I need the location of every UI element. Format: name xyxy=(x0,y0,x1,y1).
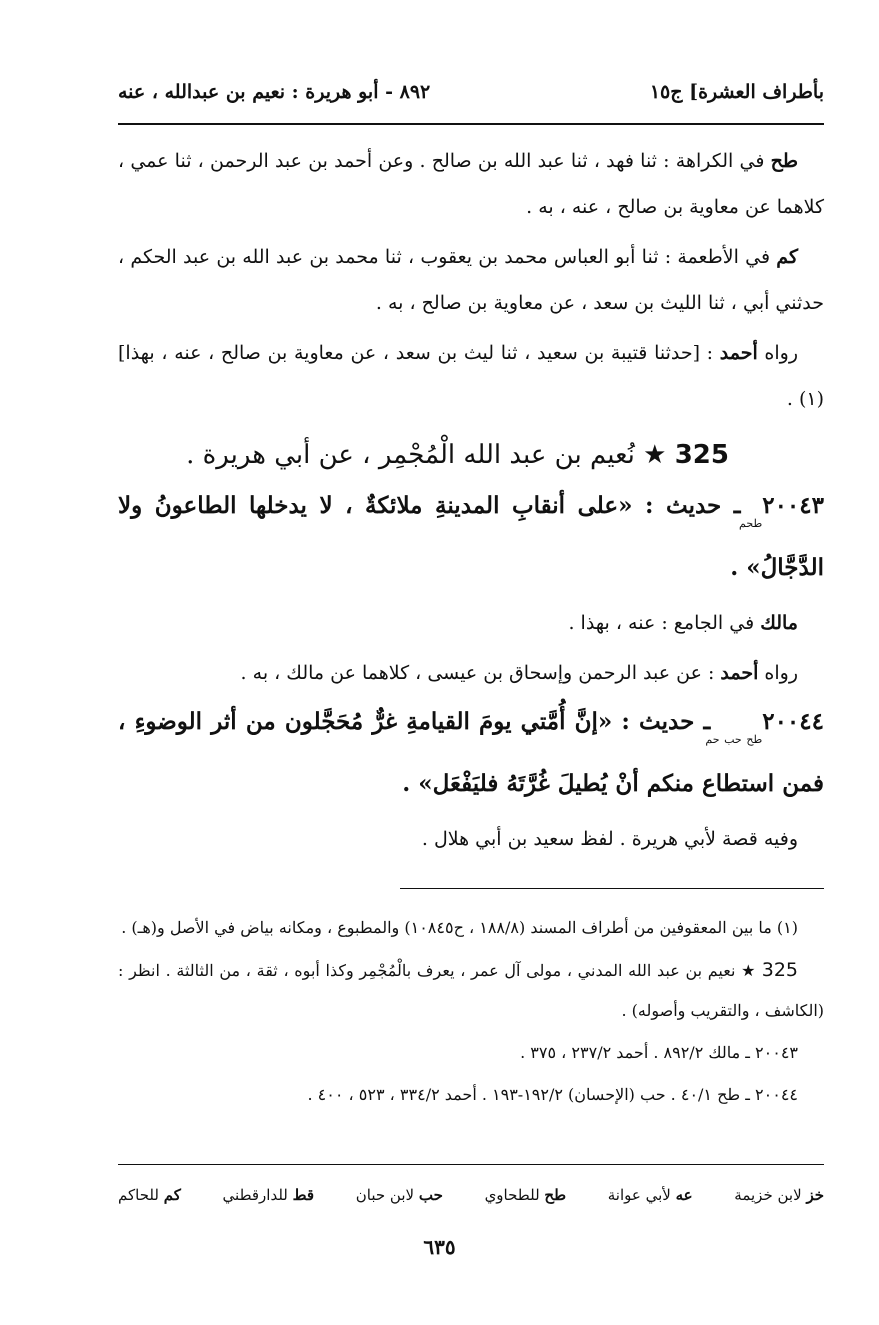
hadith-20044 xyxy=(118,700,824,806)
paragraph-ahmad-2 xyxy=(118,650,824,696)
narrator-number: 325 xyxy=(674,440,729,470)
footnote-rule xyxy=(400,888,824,889)
legend-item xyxy=(485,1186,566,1204)
header-rule xyxy=(118,123,824,125)
legend-name: لابن حبان xyxy=(355,1186,415,1204)
paragraph-hakim xyxy=(118,234,824,326)
footnotes xyxy=(118,908,824,1117)
legend-rule xyxy=(118,1164,824,1165)
legend-code: كم xyxy=(163,1186,181,1204)
footnote-1: (١) ما بين المعقوفين من أطراف المسند (١٨٨/٨ ، ح١٠٨٤٥) والمطبوع ، ومكانه بياض في الأصل و(هـ) . xyxy=(121,918,798,937)
hadith-sigla: طح حب حم xyxy=(705,733,763,746)
hadith-number: ٢٠٠٤٣ xyxy=(762,492,824,519)
legend-item xyxy=(356,1186,443,1204)
legend-name: للحاكم xyxy=(118,1186,159,1204)
paragraph-text: في الكراهة : ثنا فهد ، ثنا عبد الله بن صالح . وعن أحمد بن عبد الرحمن ، ثنا عمي ، كلاهما عن معاوية بن صالح ، عنه ، به . xyxy=(118,150,824,218)
legend-code: طح xyxy=(544,1186,567,1204)
running-title: بأطراف العشرة] ج١٥ xyxy=(649,81,824,103)
source-label: طح xyxy=(770,150,798,172)
legend-item xyxy=(223,1186,315,1204)
legend-name: لأبي عوانة xyxy=(607,1186,671,1204)
paragraph-text: وفيه قصة لأبي هريرة . لفظ سعيد بن أبي هلال . xyxy=(421,828,798,850)
hadith-number: ٢٠٠٤٤ xyxy=(762,708,824,735)
paragraph-prefix: رواه xyxy=(757,342,799,364)
legend-item xyxy=(608,1186,693,1204)
legend-code: حب xyxy=(418,1186,443,1204)
legend-item xyxy=(118,1186,181,1204)
paragraph-text: : عن عبد الرحمن وإسحاق بن عيسى ، كلاهما عن مالك ، به . xyxy=(240,662,721,684)
hadith-sigla: طحم xyxy=(739,517,763,530)
paragraph-text: : [حدثنا قتيبة بن سعيد ، ثنا ليث بن سعد ، عن معاوية بن صالح ، عنه ، بهذا](١) . xyxy=(118,342,824,410)
legend-name: للدارقطني xyxy=(222,1186,288,1204)
page-number: ٦٣٥ xyxy=(423,1235,456,1259)
hadith-20043 xyxy=(118,484,824,590)
legend-code: قط xyxy=(292,1186,315,1204)
section-title: ٨٩٢ - أبو هريرة : نعيم بن عبدالله ، عنه xyxy=(118,81,431,103)
paragraph-tahawi xyxy=(118,138,824,230)
legend-code: خز xyxy=(806,1186,824,1204)
legend-name: لابن خزيمة xyxy=(734,1186,802,1204)
hadith-text: ـ حديث : «على أنقابِ المدينةِ ملائكةٌ ، لا يدخلها الطاعونُ ولا الدَّجَّالُ» . xyxy=(118,492,824,581)
narrator-heading xyxy=(118,426,824,484)
narrator-name: نُعيم بن عبد الله الْمُجْمِر ، عن أبي هريرة . xyxy=(186,440,644,470)
running-header xyxy=(118,72,824,112)
legend-item xyxy=(734,1186,824,1204)
hadith-text: ـ حديث : «إنَّ أُمَّتي يومَ القيامةِ غرٌّ مُحَجَّلون من أثر الوضوءِ ، فمن استطاع منكم أنْ يُطيلَ غُرَّتَهُ فليَفْعَل» . xyxy=(118,708,824,797)
source-label: أحمد xyxy=(719,342,758,364)
footnote-20044: ٢٠٠٤٤ ـ طح ٤٠/١ . حب (الإحسان) ١٩٢/٢-١٩٣ . أحمد ٣٣٤/٢ ، ٥٢٣ ، ٤٠٠ . xyxy=(307,1085,798,1104)
source-label: كم xyxy=(776,246,798,268)
paragraph-text: في الجامع : عنه ، بهذا . xyxy=(568,612,761,634)
footnote-narrator-text: نعيم بن عبد الله المدني ، مولى آل عمر ، يعرف بالْمُجْمِر وكذا أبوه ، ثقة ، من الثالثة . انظر : (الكاشف ، والتقريب وأصوله) . xyxy=(118,961,824,1020)
legend-code: عه xyxy=(675,1186,693,1204)
paragraph-ahmad-1 xyxy=(118,330,824,422)
legend-name: للطحاوي xyxy=(484,1186,540,1204)
footnote-narrator xyxy=(118,950,824,1031)
footnote-20043: ٢٠٠٤٣ ـ مالك ٨٩٢/٢ . أحمد ٢٣٧/٢ ، ٣٧٥ . xyxy=(520,1043,798,1062)
main-text xyxy=(118,138,824,866)
source-label: أحمد xyxy=(720,662,759,684)
source-label: مالك xyxy=(760,612,798,634)
star-icon: ★ xyxy=(643,440,667,470)
paragraph-note xyxy=(118,816,824,862)
abbreviation-legend xyxy=(118,1180,824,1210)
paragraph-prefix: رواه xyxy=(758,662,798,684)
footnote-narrator-number: 325 xyxy=(761,959,799,981)
paragraph-text: في الأطعمة : ثنا أبو العباس محمد بن يعقوب ، ثنا محمد بن عبد الله بن عبد الحكم ، حدثني أبي ، ثنا الليث بن سعد ، عن معاوية بن صالح ، به . xyxy=(118,246,824,314)
paragraph-malik xyxy=(118,600,824,646)
star-icon: ★ xyxy=(741,961,757,980)
